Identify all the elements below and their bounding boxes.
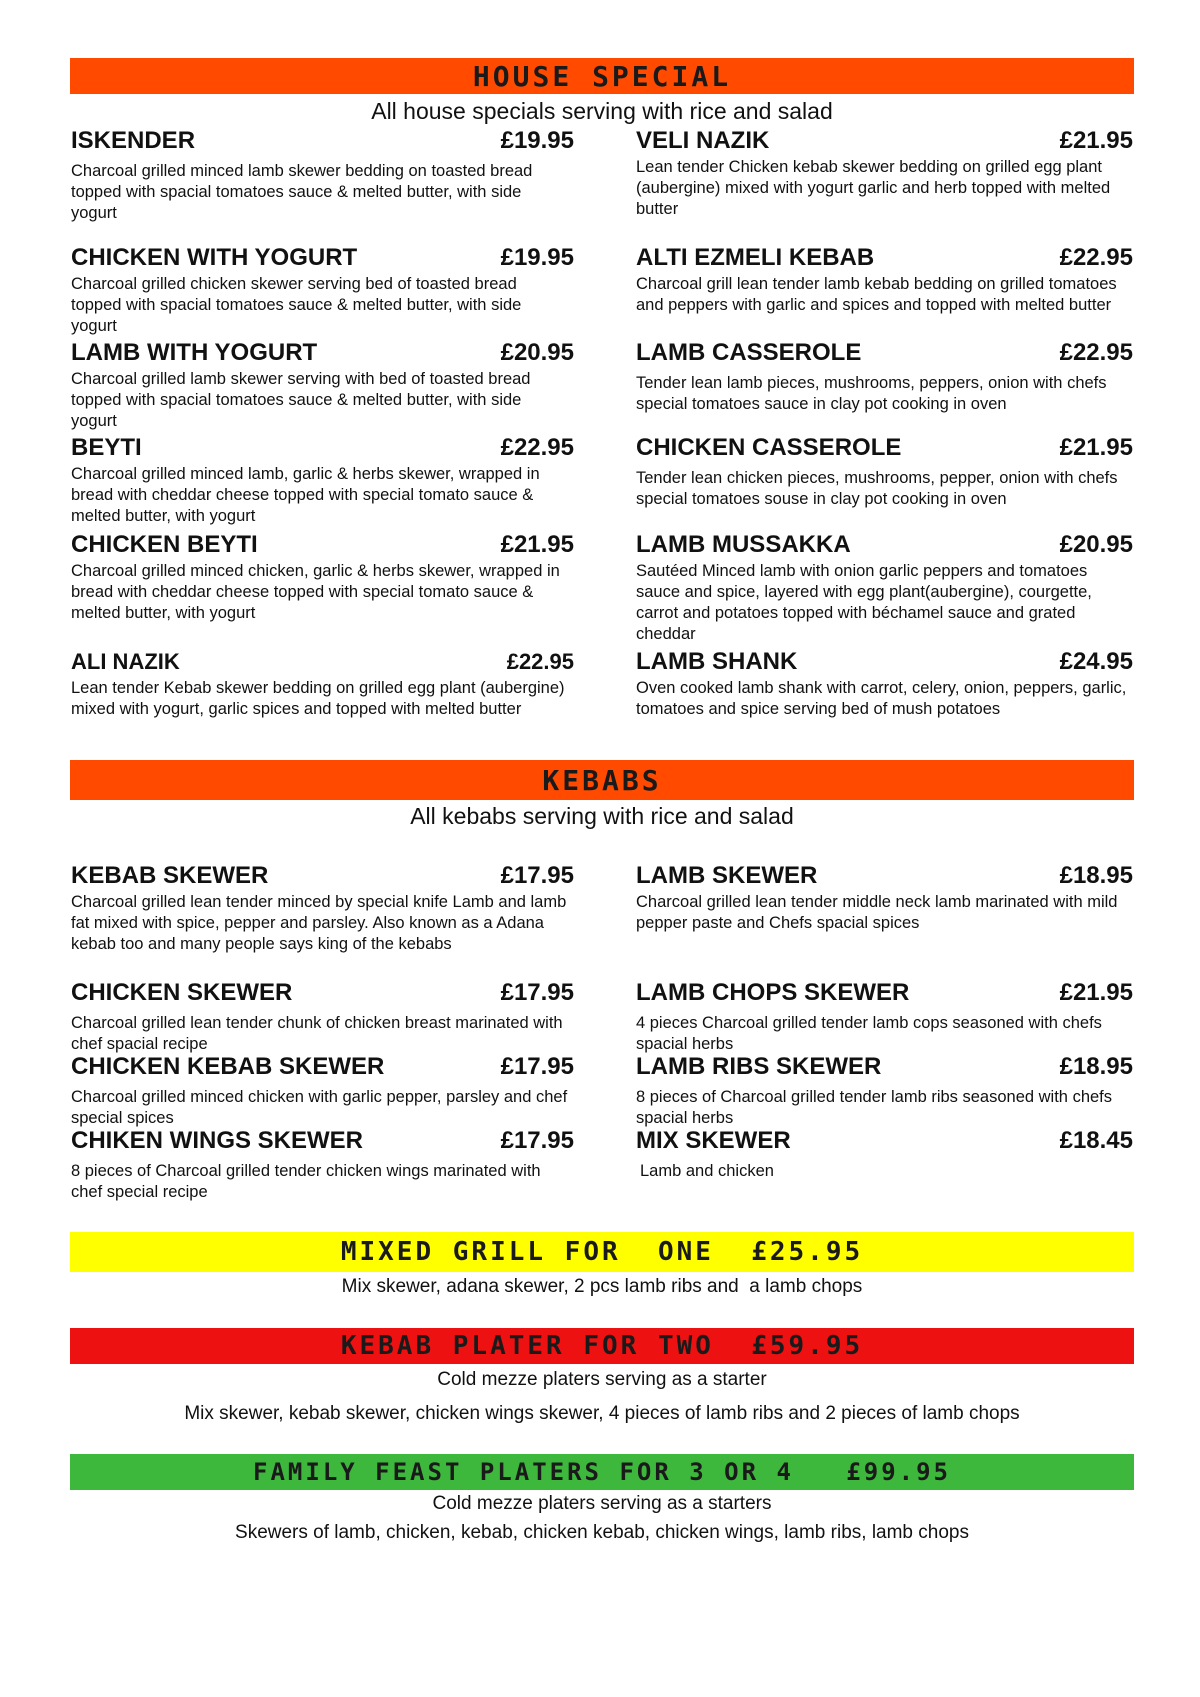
menu-item	[636, 127, 1133, 220]
menu-item	[71, 648, 574, 720]
item-name: LAMB MUSSAKKA	[636, 531, 851, 558]
item-name: CHICKEN KEBAB SKEWER	[71, 1053, 385, 1080]
house-special-title: HOUSE SPECIAL	[472, 59, 732, 93]
item-price: £24.95	[1059, 648, 1133, 675]
item-price: £18.95	[1059, 862, 1133, 889]
item-description: Charcoal grilled chicken skewer serving bed of toasted bread topped with spacial tomatoes sauce & melted butter, with side yogurt	[71, 275, 522, 335]
menu-item	[636, 862, 1133, 934]
menu-item	[71, 531, 574, 624]
item-price: £22.95	[1059, 339, 1133, 366]
kebabs-title: KEBABS	[542, 763, 662, 797]
menu-item	[71, 862, 574, 955]
item-description: Charcoal grill lean tender lamb kebab bedding on grilled tomatoes and peppers with garlic and spices and topped with melted butter	[636, 275, 1117, 314]
item-description: Tender lean lamb pieces, mushrooms, peppers, onion with chefs special tomatoes sauce in clay pot cooking in oven	[636, 374, 1107, 413]
plater-two-title: KEBAB PLATER FOR TWO £59.95	[340, 1331, 864, 1361]
item-price: £21.95	[1059, 979, 1133, 1006]
item-description: Lean tender Chicken kebab skewer bedding on grilled egg plant (aubergine) mixed with yogurt garlic and herb topped with melted butter	[636, 158, 1111, 218]
item-description: Charcoal grilled minced chicken with garlic pepper, parsley and chef special spices	[71, 1088, 568, 1127]
item-price: £19.95	[500, 244, 574, 271]
item-name: LAMB SHANK	[636, 648, 798, 675]
item-name: LAMB CASSEROLE	[636, 339, 862, 366]
item-price: £17.95	[500, 862, 574, 889]
item-price: £17.95	[500, 979, 574, 1006]
item-name: KEBAB SKEWER	[71, 862, 269, 889]
item-name: LAMB RIBS SKEWER	[636, 1053, 882, 1080]
menu-item	[71, 1053, 574, 1129]
mixed-grill-banner	[70, 1232, 1134, 1272]
item-name: MIX SKEWER	[636, 1127, 791, 1154]
item-description: Charcoal grilled minced lamb, garlic & herbs skewer, wrapped in bread with cheddar cheese topped with special tomato sauce & melted butter, with yogurt	[71, 465, 540, 525]
family-feast-banner	[70, 1454, 1134, 1490]
mixed-grill-title: MIXED GRILL FOR ONE £25.95	[340, 1237, 864, 1267]
item-description: Charcoal grilled lean tender minced by special knife Lamb and lamb fat mixed with spice, pepper and parsley. Also known as a Adana kebab too and many people says king of the kebabs	[71, 893, 567, 953]
item-price: £18.95	[1059, 1053, 1133, 1080]
item-name: LAMB CHOPS SKEWER	[636, 979, 910, 1006]
house-special-banner	[70, 58, 1134, 94]
item-name: ISKENDER	[71, 127, 196, 154]
item-description: 4 pieces Charcoal grilled tender lamb cops seasoned with chefs spacial herbs	[636, 1014, 1102, 1053]
item-name: LAMB WITH YOGURT	[71, 339, 318, 366]
family-feast-title: FAMILY FEAST PLATERS FOR 3 OR 4 £99.95	[253, 1458, 951, 1486]
menu-item	[71, 979, 574, 1055]
menu-item	[636, 434, 1133, 510]
menu-item	[636, 979, 1133, 1055]
item-price: £21.95	[1059, 127, 1133, 154]
item-price: £18.45	[1059, 1127, 1133, 1154]
item-name: CHICKEN CASSEROLE	[636, 434, 902, 461]
item-name: LAMB SKEWER	[636, 862, 818, 889]
menu-item	[636, 648, 1133, 720]
item-description: 8 pieces of Charcoal grilled tender chicken wings marinated with chef special recipe	[71, 1162, 541, 1201]
item-name: VELI NAZIK	[636, 127, 770, 154]
item-description: Charcoal grilled lean tender middle neck lamb marinated with mild pepper paste and Chefs spacial spices	[636, 893, 1118, 932]
mixed-grill-contents: Mix skewer, adana skewer, 2 pcs lamb ribs and a lamb chops	[341, 1276, 863, 1297]
menu-item	[636, 1127, 1133, 1182]
menu-item	[71, 1127, 574, 1203]
item-name: CHIKEN WINGS SKEWER	[71, 1127, 364, 1154]
item-description: Lean tender Kebab skewer bedding on grilled egg plant (aubergine) mixed with yogurt, garlic spices and topped with melted butter	[71, 679, 565, 718]
menu-item	[71, 127, 574, 224]
item-price: £20.95	[500, 339, 574, 366]
menu-item	[71, 434, 574, 527]
item-name: ALTI EZMELI KEBAB	[636, 244, 875, 271]
plater-two-note: Cold mezze platers serving as a starter	[437, 1369, 767, 1390]
item-price: £22.95	[1059, 244, 1133, 271]
menu-item	[636, 244, 1133, 316]
item-description: Oven cooked lamb shank with carrot, celery, onion, peppers, garlic, tomatoes and spice serving bed of mush potatoes	[636, 679, 1127, 718]
item-description: Lamb and chicken	[640, 1162, 774, 1180]
item-description: Charcoal grilled minced lamb skewer bedding on toasted bread topped with spacial tomatoes sauce & melted butter, with side yogurt	[71, 162, 533, 222]
item-description: Sautéed Minced lamb with onion garlic peppers and tomatoes sauce and spice, layered with egg plant(aubergine), courgette, carrot and potatoes topped with béchamel sauce and grated cheddar	[636, 562, 1092, 643]
item-price: £22.95	[500, 434, 574, 461]
menu-item	[71, 339, 574, 432]
menu-item	[636, 1053, 1133, 1129]
item-name: CHICKEN WITH YOGURT	[71, 244, 358, 271]
item-price: £17.95	[500, 1053, 574, 1080]
item-name: ALI NAZIK	[71, 649, 180, 674]
family-feast-contents: Skewers of lamb, chicken, kebab, chicken kebab, chicken wings, lamb ribs, lamb chops	[235, 1522, 969, 1543]
item-description: Charcoal grilled lean tender chunk of chicken breast marinated with chef spacial recipe	[71, 1014, 563, 1053]
item-price: £19.95	[500, 127, 574, 154]
item-description: Charcoal grilled lamb skewer serving with bed of toasted bread topped with spacial tomatoes sauce & melted butter, with side yogurt	[71, 370, 531, 430]
kebabs-banner	[70, 760, 1134, 800]
item-description: Charcoal grilled minced chicken, garlic & herbs skewer, wrapped in bread with cheddar cheese topped with special tomato sauce & melted butter, with yogurt	[71, 562, 560, 622]
item-description: Tender lean chicken pieces, mushrooms, pepper, onion with chefs special tomatoes souse in clay pot cooking in oven	[636, 469, 1118, 508]
menu-item	[636, 339, 1133, 415]
house-special-subtitle: All house specials serving with rice and salad	[371, 98, 833, 124]
item-price: £21.95	[1059, 434, 1133, 461]
plater-two-contents: Mix skewer, kebab skewer, chicken wings skewer, 4 pieces of lamb ribs and 2 pieces of lamb chops	[184, 1403, 1020, 1424]
plater-two-banner	[70, 1328, 1134, 1364]
kebabs-subtitle: All kebabs serving with rice and salad	[410, 803, 794, 829]
item-price: £22.95	[506, 649, 574, 674]
item-price: £17.95	[500, 1127, 574, 1154]
family-feast-note: Cold mezze platers serving as a starters	[432, 1493, 772, 1514]
item-name: CHICKEN BEYTI	[71, 531, 258, 558]
menu-item	[636, 531, 1133, 645]
item-name: CHICKEN SKEWER	[71, 979, 293, 1006]
item-description: 8 pieces of Charcoal grilled tender lamb ribs seasoned with chefs spacial herbs	[636, 1088, 1113, 1127]
menu-item	[71, 244, 574, 337]
item-price: £20.95	[1059, 531, 1133, 558]
item-price: £21.95	[500, 531, 574, 558]
item-name: BEYTI	[71, 434, 142, 461]
